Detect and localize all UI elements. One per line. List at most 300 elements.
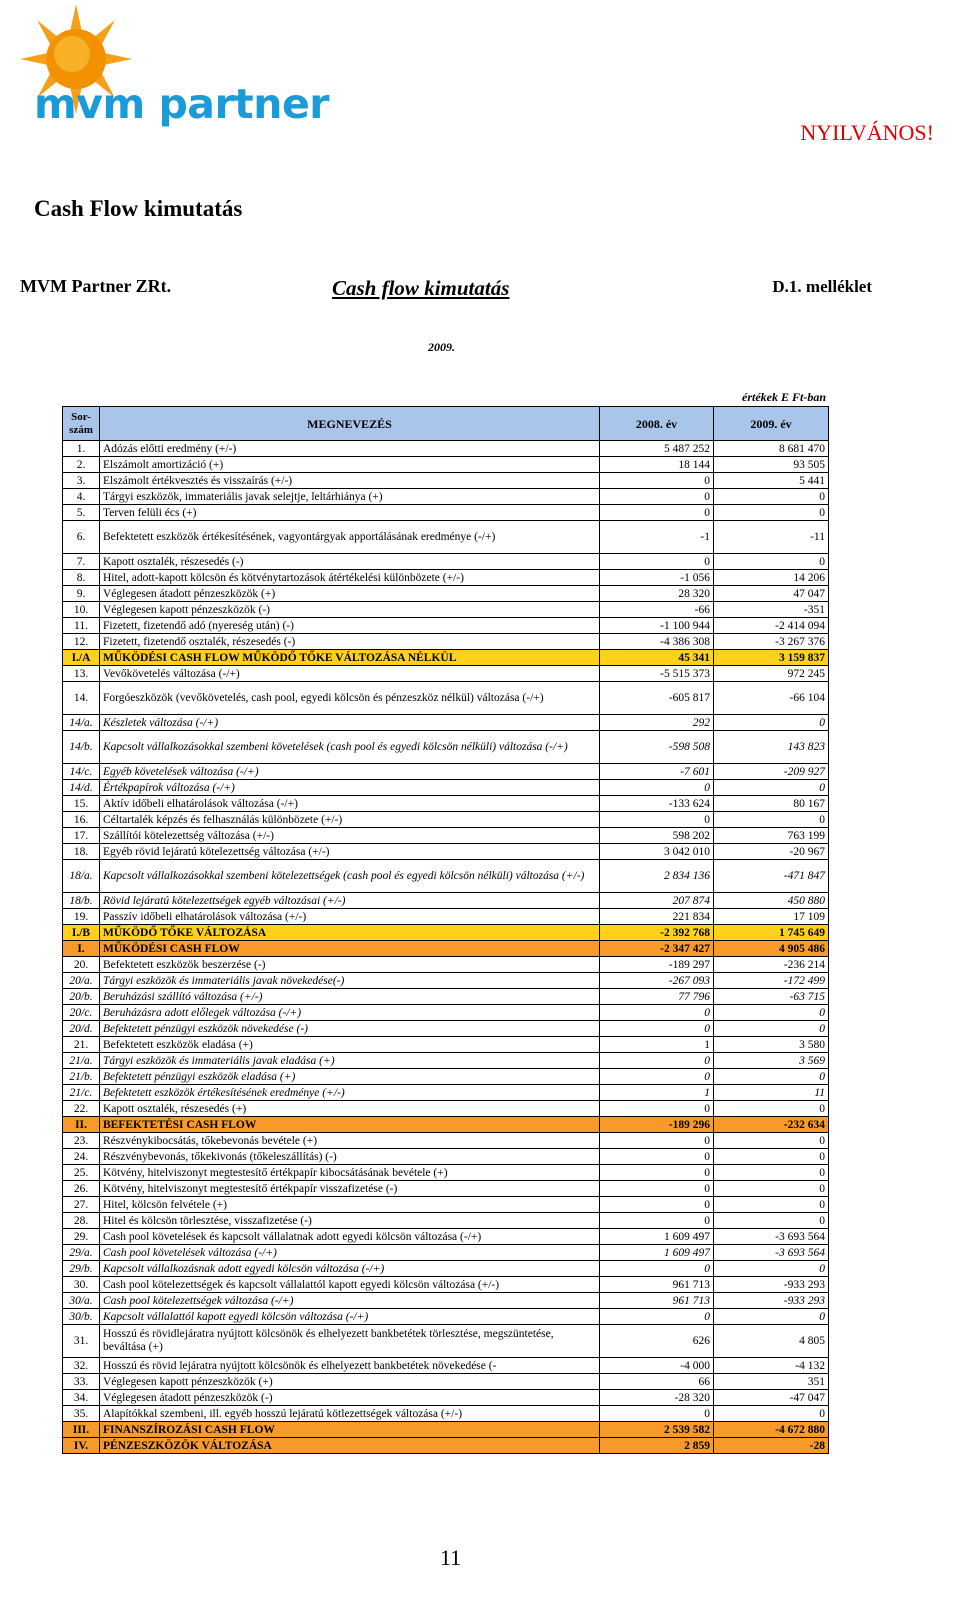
value-2008: 0 (600, 1005, 714, 1021)
value-2008: 0 (600, 780, 714, 796)
value-2009: 0 (714, 1133, 829, 1149)
row-label: Cash pool követelések és kapcsolt vállalatnak adott egyedi kölcsön változása (-/+) (100, 1229, 600, 1245)
row-number: 1. (63, 441, 100, 457)
value-2009: 143 823 (714, 731, 829, 764)
value-2009: 8 681 470 (714, 441, 829, 457)
row-number: 19. (63, 909, 100, 925)
value-2008: 0 (600, 473, 714, 489)
value-2009: 0 (714, 1406, 829, 1422)
row-label: Véglegesen kapott pénzeszközök (-) (100, 602, 600, 618)
row-label: Forgóeszközök (vevőkövetelés, cash pool, egyedi kölcsön és pénzeszköz nélkül) változása (-/+) (100, 682, 600, 715)
value-2008: -7 601 (600, 764, 714, 780)
value-2009: 0 (714, 554, 829, 570)
value-2008: 1 609 497 (600, 1229, 714, 1245)
row-label: Értékpapírok változása (-/+) (100, 780, 600, 796)
row-number: 21/b. (63, 1069, 100, 1085)
table-row (63, 618, 829, 634)
table-row (63, 812, 829, 828)
value-2008: -1 (600, 521, 714, 554)
row-label: Adózás előtti eredmény (+/-) (100, 441, 600, 457)
table-row (63, 1213, 829, 1229)
row-label: PÉNZESZKÖZÖK VÁLTOZÁSA (100, 1438, 600, 1454)
value-2009: 3 569 (714, 1053, 829, 1069)
row-number: 27. (63, 1197, 100, 1213)
value-2008: 0 (600, 554, 714, 570)
value-2008: 0 (600, 1069, 714, 1085)
row-label: Rövid lejáratú kötelezettségek egyéb változásai (+/-) (100, 893, 600, 909)
annex-label: D.1. melléklet (772, 277, 872, 296)
row-number: 28. (63, 1213, 100, 1229)
row-label: Részvénykibocsátás, tőkebevonás bevétele (+) (100, 1133, 600, 1149)
row-label: Befektetett eszközök értékesítésének, vagyontárgyak apportálásának eredménye (-/+) (100, 521, 600, 554)
value-2008: 0 (600, 1165, 714, 1181)
value-2009: 47 047 (714, 586, 829, 602)
value-2008: 0 (600, 1149, 714, 1165)
value-2009: 0 (714, 1069, 829, 1085)
row-number: III. (63, 1422, 100, 1438)
value-2009: 0 (714, 1261, 829, 1277)
table-row (63, 1101, 829, 1117)
row-number: I./A (63, 650, 100, 666)
row-label: Kapcsolt vállalkozásokkal szembeni kötelezettségek (cash pool és egyedi kölcsön nélküli) változása (+/-) (100, 860, 600, 893)
value-2009: 0 (714, 489, 829, 505)
value-2008: -605 817 (600, 682, 714, 715)
table-row (63, 634, 829, 650)
row-number: I./B (63, 925, 100, 941)
value-2008: -2 392 768 (600, 925, 714, 941)
row-number: 5. (63, 505, 100, 521)
table-row (63, 1325, 829, 1358)
row-label: Cash pool követelések változása (-/+) (100, 1245, 600, 1261)
report-title: Cash flow kimutatás (332, 276, 510, 300)
row-label: MŰKÖDÉSI CASH FLOW (100, 941, 600, 957)
row-number: 25. (63, 1165, 100, 1181)
value-2009: 4 805 (714, 1325, 829, 1358)
row-number: 11. (63, 618, 100, 634)
value-2009: 1 745 649 (714, 925, 829, 941)
value-2009: -63 715 (714, 989, 829, 1005)
table-row (63, 489, 829, 505)
row-label: Alapítókkal szembeni, ill. egyéb hosszú lejáratú kötlezettségek változása (+/-) (100, 1406, 600, 1422)
value-2009: -933 293 (714, 1277, 829, 1293)
row-label: Tárgyi eszközök, immateriális javak selejtje, leltárhiánya (+) (100, 489, 600, 505)
row-label: MŰKÖDŐ TŐKE VÁLTOZÁSA (100, 925, 600, 941)
value-2008: -5 515 373 (600, 666, 714, 682)
table-row (63, 1165, 829, 1181)
value-2009: -4 672 880 (714, 1422, 829, 1438)
value-2008: 207 874 (600, 893, 714, 909)
row-label: Fizetett, fizetendő adó (nyereség után) (-) (100, 618, 600, 634)
value-2008: 0 (600, 489, 714, 505)
row-label: Kötvény, hitelviszonyt megtestesítő értékpapír kibocsátásának bevétele (+) (100, 1165, 600, 1181)
value-2008: 1 (600, 1085, 714, 1101)
row-number: 20. (63, 957, 100, 973)
row-label: Befektetett eszközök eladása (+) (100, 1037, 600, 1053)
row-label: BEFEKTETÉSI CASH FLOW (100, 1117, 600, 1133)
value-2008: -2 347 427 (600, 941, 714, 957)
row-label: Elszámolt amortizáció (+) (100, 457, 600, 473)
row-label: Kapott osztalék, részesedés (+) (100, 1101, 600, 1117)
value-2009: -28 (714, 1438, 829, 1454)
cash-flow-table (62, 406, 829, 1454)
table-row (63, 1053, 829, 1069)
value-2009: 450 880 (714, 893, 829, 909)
row-number: 32. (63, 1358, 100, 1374)
value-2009: 80 167 (714, 796, 829, 812)
value-2009: 0 (714, 1005, 829, 1021)
row-number: 24. (63, 1149, 100, 1165)
value-2009: -66 104 (714, 682, 829, 715)
table-row (63, 441, 829, 457)
column-header-name: MEGNEVEZÉS (100, 407, 600, 441)
row-number: 17. (63, 828, 100, 844)
value-2008: 292 (600, 715, 714, 731)
table-row (63, 893, 829, 909)
value-2008: -189 296 (600, 1117, 714, 1133)
row-number: 30. (63, 1277, 100, 1293)
row-number: 18/a. (63, 860, 100, 893)
row-label: Befektetett pénzügyi eszközök növekedése (-) (100, 1021, 600, 1037)
value-2008: 2 834 136 (600, 860, 714, 893)
table-row (63, 1037, 829, 1053)
table-row (63, 796, 829, 812)
value-2008: 0 (600, 812, 714, 828)
row-number: 6. (63, 521, 100, 554)
table-row (63, 1117, 829, 1133)
value-2009: 351 (714, 1374, 829, 1390)
row-number: 30/a. (63, 1293, 100, 1309)
table-row (63, 780, 829, 796)
value-2009: -20 967 (714, 844, 829, 860)
table-row (63, 764, 829, 780)
row-label: Egyéb követelések változása (-/+) (100, 764, 600, 780)
row-number: 22. (63, 1101, 100, 1117)
table-row (63, 554, 829, 570)
value-2008: 0 (600, 1101, 714, 1117)
column-header-2009: 2009. év (714, 407, 829, 441)
table-row (63, 570, 829, 586)
row-number: 30/b. (63, 1309, 100, 1325)
value-2008: -66 (600, 602, 714, 618)
value-2009: -933 293 (714, 1293, 829, 1309)
row-label: Befektetett pénzügyi eszközök eladása (+) (100, 1069, 600, 1085)
value-2009: -4 132 (714, 1358, 829, 1374)
row-label: Passzív időbeli elhatárolások változása (+/-) (100, 909, 600, 925)
value-2009: -471 847 (714, 860, 829, 893)
value-2009: -11 (714, 521, 829, 554)
value-2009: 0 (714, 1149, 829, 1165)
row-label: Készletek változása (-/+) (100, 715, 600, 731)
table-row (63, 1133, 829, 1149)
public-label: NYILVÁNOS! (800, 120, 934, 145)
value-2009: 5 441 (714, 473, 829, 489)
table-row (63, 828, 829, 844)
value-2009: 3 159 837 (714, 650, 829, 666)
row-label: Céltartalék képzés és felhasználás különbözete (+/-) (100, 812, 600, 828)
row-label: Terven felüli écs (+) (100, 505, 600, 521)
row-label: FINANSZÍROZÁSI CASH FLOW (100, 1422, 600, 1438)
row-number: IV. (63, 1438, 100, 1454)
value-2008: -133 624 (600, 796, 714, 812)
value-2008: 0 (600, 1406, 714, 1422)
value-2009: -3 693 564 (714, 1229, 829, 1245)
value-2009: 11 (714, 1085, 829, 1101)
table-row (63, 1069, 829, 1085)
value-2008: 598 202 (600, 828, 714, 844)
row-label: Véglegesen kapott pénzeszközök (+) (100, 1374, 600, 1390)
value-2009: -209 927 (714, 764, 829, 780)
value-2008: 77 796 (600, 989, 714, 1005)
row-number: 14/d. (63, 780, 100, 796)
row-label: Fizetett, fizetendő osztalék, részesedés (-) (100, 634, 600, 650)
company-name: MVM Partner ZRt. (20, 276, 172, 296)
row-number: 10. (63, 602, 100, 618)
table-row (63, 650, 829, 666)
row-number: 14/b. (63, 731, 100, 764)
table-row (63, 1374, 829, 1390)
table-row (63, 1085, 829, 1101)
row-number: 35. (63, 1406, 100, 1422)
value-2009: 17 109 (714, 909, 829, 925)
row-label: Beruházási szállító változása (+/-) (100, 989, 600, 1005)
row-label: Kapcsolt vállalkozásnak adott egyedi kölcsön változása (-/+) (100, 1261, 600, 1277)
value-2008: -4 386 308 (600, 634, 714, 650)
value-2008: 221 834 (600, 909, 714, 925)
row-label: Hosszú és rövid lejáratra nyújtott kölcsönök és elhelyezett bankbetétek növekedése (- (100, 1358, 600, 1374)
table-row (63, 844, 829, 860)
row-number: 14/a. (63, 715, 100, 731)
row-number: 15. (63, 796, 100, 812)
row-label: Kötvény, hitelviszonyt megtestesítő értékpapír visszafizetése (-) (100, 1181, 600, 1197)
value-2008: -1 100 944 (600, 618, 714, 634)
value-2008: 0 (600, 1261, 714, 1277)
row-label: Beruházásra adott előlegek változása (-/+) (100, 1005, 600, 1021)
row-label: Cash pool kötelezettségek és kapcsolt vállalattól kapott egyedi kölcsön változása (+/-) (100, 1277, 600, 1293)
row-number: 21. (63, 1037, 100, 1053)
table-row (63, 1406, 829, 1422)
value-2009: -232 634 (714, 1117, 829, 1133)
value-2008: -28 320 (600, 1390, 714, 1406)
row-label: Hitel, kölcsön felvétele (+) (100, 1197, 600, 1213)
value-2009: 0 (714, 1165, 829, 1181)
row-label: Kapott osztalék, részesedés (-) (100, 554, 600, 570)
value-2009: 14 206 (714, 570, 829, 586)
value-2008: -4 000 (600, 1358, 714, 1374)
row-number: 18. (63, 844, 100, 860)
table-row (63, 1245, 829, 1261)
value-2008: 0 (600, 1197, 714, 1213)
row-number: 26. (63, 1181, 100, 1197)
table-row (63, 1181, 829, 1197)
table-row (63, 1390, 829, 1406)
row-number: 34. (63, 1390, 100, 1406)
row-label: Kapcsolt vállalkozásokkal szembeni követelések (cash pool és egyedi kölcsön nélküli) változása (-/+) (100, 731, 600, 764)
table-row (63, 1261, 829, 1277)
value-2008: 626 (600, 1325, 714, 1358)
row-number: 4. (63, 489, 100, 505)
row-label: Hosszú és rövidlejáratra nyújtott kölcsönök és elhelyezett bankbetétek törlesztése, megszüntetése, beváltása (+) (100, 1325, 600, 1358)
value-2008: 28 320 (600, 586, 714, 602)
row-label: Hitel és kölcsön törlesztése, visszafizetése (-) (100, 1213, 600, 1229)
table-row (63, 602, 829, 618)
row-number: 14. (63, 682, 100, 715)
value-2009: 93 505 (714, 457, 829, 473)
value-2009: 0 (714, 1181, 829, 1197)
row-number: 8. (63, 570, 100, 586)
value-2009: 3 580 (714, 1037, 829, 1053)
table-row (63, 1438, 829, 1454)
row-number: 7. (63, 554, 100, 570)
value-2008: 961 713 (600, 1293, 714, 1309)
value-2008: 2 859 (600, 1438, 714, 1454)
table-row (63, 1422, 829, 1438)
value-2008: 961 713 (600, 1277, 714, 1293)
value-2009: 0 (714, 1021, 829, 1037)
row-number: 21/c. (63, 1085, 100, 1101)
row-number: 21/a. (63, 1053, 100, 1069)
table-row (63, 941, 829, 957)
table-row (63, 473, 829, 489)
unit-label: értékek E Ft-ban (742, 390, 826, 404)
value-2008: 66 (600, 1374, 714, 1390)
row-number: 29/a. (63, 1245, 100, 1261)
row-label: Befektetett eszközök értékesítésének eredménye (+/-) (100, 1085, 600, 1101)
row-label: Hitel, adott-kapott kölcsön és kötvénytartozások átértékelési különbözete (+/-) (100, 570, 600, 586)
table-row (63, 1229, 829, 1245)
row-number: 23. (63, 1133, 100, 1149)
value-2008: 0 (600, 1133, 714, 1149)
logo-text: mvm partner (34, 80, 329, 128)
row-number: 2. (63, 457, 100, 473)
value-2008: 18 144 (600, 457, 714, 473)
value-2008: -1 056 (600, 570, 714, 586)
column-header-no: Sor-szám (63, 407, 100, 441)
table-row (63, 909, 829, 925)
value-2008: 1 (600, 1037, 714, 1053)
row-number: 29/b. (63, 1261, 100, 1277)
row-label: Véglegesen átadott pénzeszközök (+) (100, 586, 600, 602)
table-row (63, 682, 829, 715)
value-2009: 0 (714, 1309, 829, 1325)
table-row (63, 715, 829, 731)
row-number: 33. (63, 1374, 100, 1390)
row-label: Tárgyi eszközök és immateriális javak növekedése(-) (100, 973, 600, 989)
value-2008: 0 (600, 1021, 714, 1037)
value-2009: 763 199 (714, 828, 829, 844)
table-row (63, 731, 829, 764)
table-row (63, 925, 829, 941)
value-2009: -351 (714, 602, 829, 618)
row-number: 9. (63, 586, 100, 602)
table-row (63, 586, 829, 602)
mvm-partner-logo (10, 4, 329, 132)
row-number: 29. (63, 1229, 100, 1245)
table-row (63, 973, 829, 989)
value-2008: 5 487 252 (600, 441, 714, 457)
value-2009: 0 (714, 1213, 829, 1229)
value-2009: 0 (714, 780, 829, 796)
table-row (63, 1197, 829, 1213)
table-row (63, 1021, 829, 1037)
row-number: 20/b. (63, 989, 100, 1005)
value-2008: -598 508 (600, 731, 714, 764)
value-2009: -2 414 094 (714, 618, 829, 634)
row-number: 3. (63, 473, 100, 489)
table-row (63, 860, 829, 893)
row-label: Szállítói kötelezettség változása (+/-) (100, 828, 600, 844)
row-number: I. (63, 941, 100, 957)
table-row (63, 1005, 829, 1021)
row-number: II. (63, 1117, 100, 1133)
row-number: 13. (63, 666, 100, 682)
value-2009: -47 047 (714, 1390, 829, 1406)
value-2008: 0 (600, 505, 714, 521)
value-2008: -267 093 (600, 973, 714, 989)
row-label: Aktív időbeli elhatárolások változása (-/+) (100, 796, 600, 812)
page-number: 11 (440, 1545, 462, 1570)
value-2009: 0 (714, 1101, 829, 1117)
table-row (63, 1309, 829, 1325)
row-label: Tárgyi eszközök és immateriális javak eladása (+) (100, 1053, 600, 1069)
value-2008: 0 (600, 1053, 714, 1069)
row-label: Kapcsolt vállalattól kapott egyedi kölcsön változása (-/+) (100, 1309, 600, 1325)
value-2008: 0 (600, 1181, 714, 1197)
value-2009: 0 (714, 812, 829, 828)
row-number: 12. (63, 634, 100, 650)
value-2009: 0 (714, 715, 829, 731)
table-row (63, 1358, 829, 1374)
value-2009: 4 905 486 (714, 941, 829, 957)
value-2008: 45 341 (600, 650, 714, 666)
table-row (63, 666, 829, 682)
report-year: 2009. (428, 340, 455, 354)
table-row (63, 521, 829, 554)
table-row (63, 1277, 829, 1293)
value-2008: 0 (600, 1309, 714, 1325)
table-row (63, 989, 829, 1005)
value-2008: 1 609 497 (600, 1245, 714, 1261)
page-title: Cash Flow kimutatás (34, 196, 243, 221)
column-header-2008: 2008. év (600, 407, 714, 441)
table-row (63, 1293, 829, 1309)
row-label: Részvénybevonás, tőkekivonás (tőkeleszállítás) (-) (100, 1149, 600, 1165)
row-number: 20/c. (63, 1005, 100, 1021)
row-number: 20/a. (63, 973, 100, 989)
row-label: Egyéb rövid lejáratú kötelezettség változása (+/-) (100, 844, 600, 860)
table-row (63, 1149, 829, 1165)
row-number: 20/d. (63, 1021, 100, 1037)
table-row (63, 457, 829, 473)
value-2008: 0 (600, 1213, 714, 1229)
row-number: 14/c. (63, 764, 100, 780)
value-2009: -236 214 (714, 957, 829, 973)
row-label: MŰKÖDÉSI CASH FLOW MŰKÖDŐ TŐKE VÁLTOZÁSA NÉLKÜL (100, 650, 600, 666)
value-2008: 2 539 582 (600, 1422, 714, 1438)
row-number: 16. (63, 812, 100, 828)
value-2009: 0 (714, 1197, 829, 1213)
table-row (63, 957, 829, 973)
value-2009: -3 267 376 (714, 634, 829, 650)
value-2008: 3 042 010 (600, 844, 714, 860)
row-label: Cash pool kötelezettségek változása (-/+) (100, 1293, 600, 1309)
row-number: 31. (63, 1325, 100, 1358)
table-row (63, 505, 829, 521)
row-label: Vevőkövetelés változása (-/+) (100, 666, 600, 682)
cash-flow-rows (63, 441, 829, 1454)
row-number: 18/b. (63, 893, 100, 909)
value-2009: -172 499 (714, 973, 829, 989)
value-2009: 0 (714, 505, 829, 521)
